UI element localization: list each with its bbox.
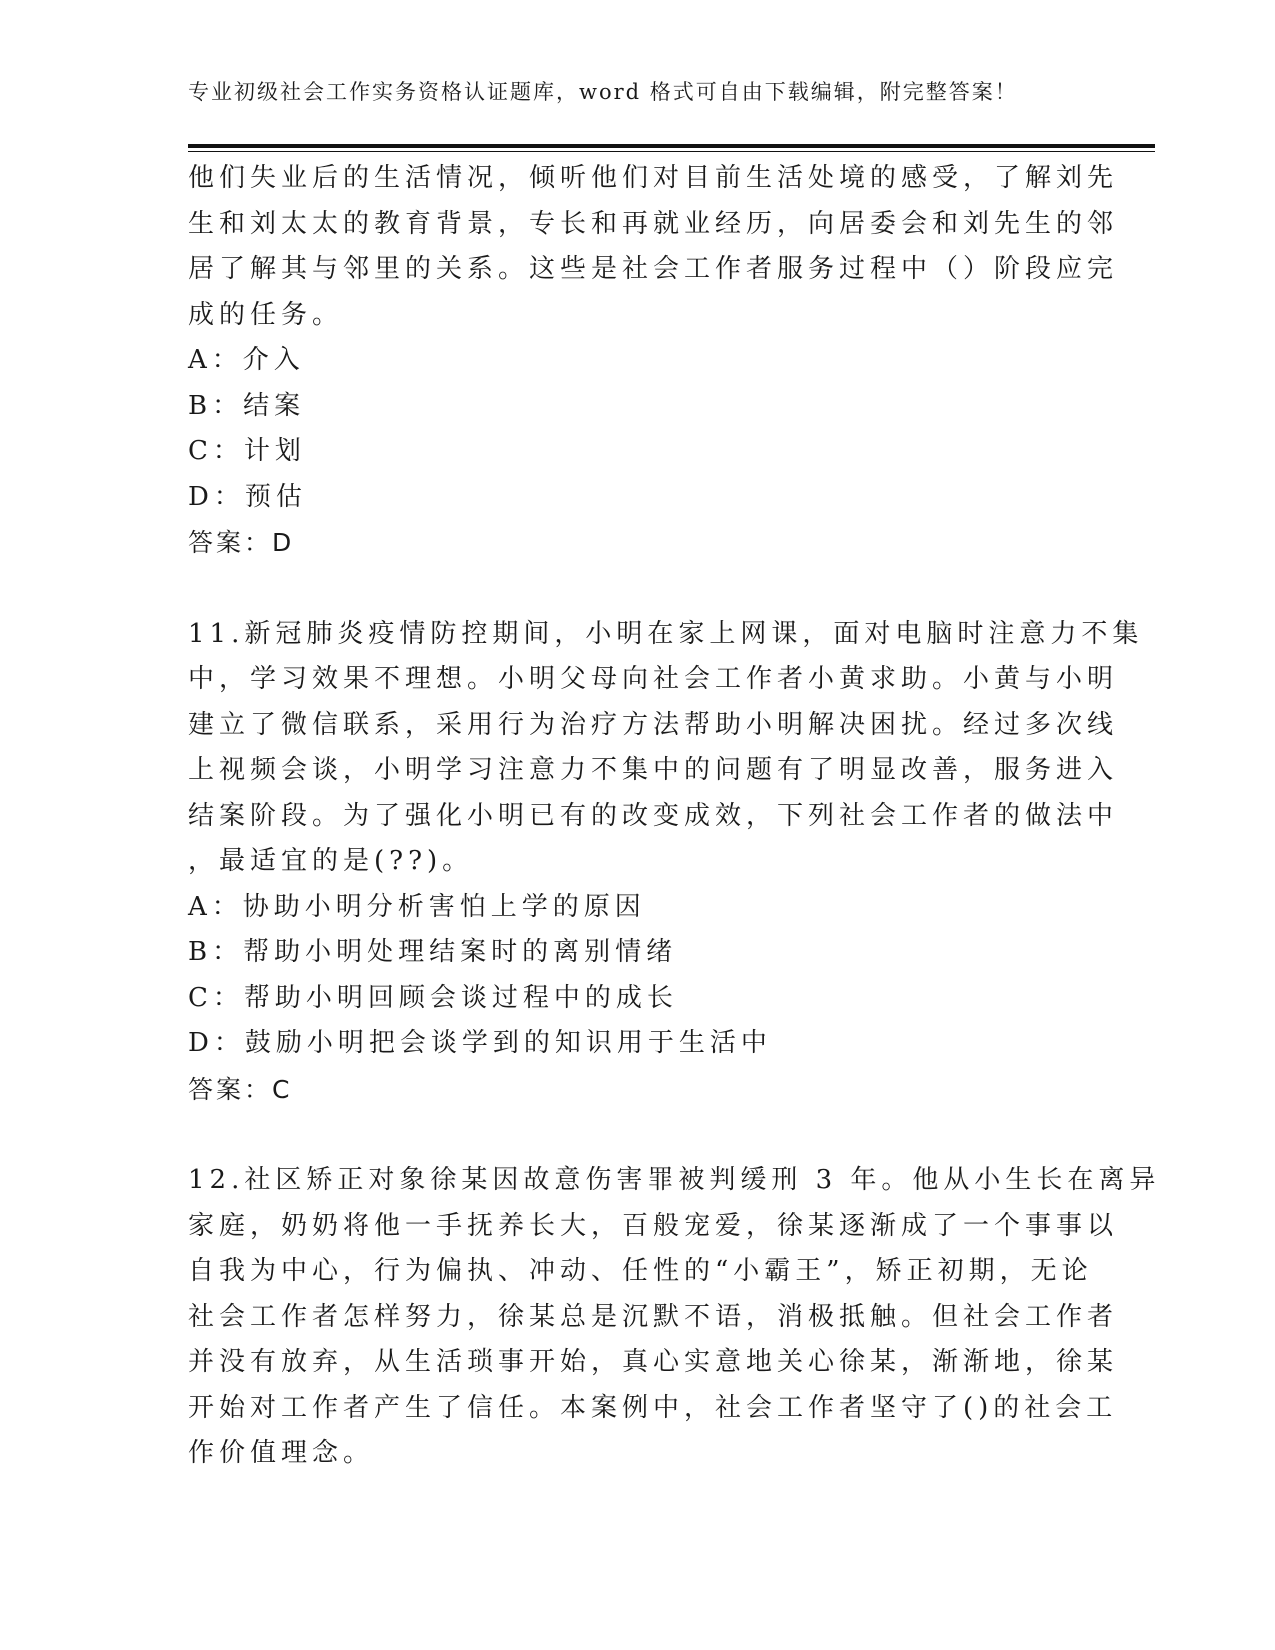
stem-line: 开始对工作者产生了信任。本案例中，社会工作者坚守了()的社会工	[188, 1392, 1118, 1423]
stem-line: 结案阶段。为了强化小明已有的改变成效，下列社会工作者的做法中	[188, 800, 1119, 831]
stem-line: 上视频会谈，小明学习注意力不集中的问题有了明显改善，服务进入	[188, 755, 1119, 785]
stem-line: 居了解其与邻里的关系。这些是社会工作者服务过程中（）阶段应完	[188, 254, 1119, 284]
stem-line: 家庭，奶奶将他一手抚养长大，百般宠爱，徐某逐渐成了一个事事以	[188, 1210, 1119, 1241]
stem-line: 生和刘太太的教育背景，专长和再就业经历，向居委会和刘先生的邻	[188, 208, 1119, 239]
option-a: A：协助小明分析害怕上学的原因	[188, 891, 646, 922]
option-b: B：结案	[188, 390, 306, 421]
stem-line: 中，学习效果不理想。小明父母向社会工作者小黄求助。小黄与小明	[188, 664, 1119, 694]
stem-line: ，最适宜的是(??)。	[188, 846, 474, 876]
stem-line: 自我为中心，行为偏执、冲动、任性的“小霸王”，矫正初期，无论	[188, 1256, 1093, 1286]
stem-line: 并没有放弃，从生活琐事开始，真心实意地关心徐某，渐渐地，徐某	[188, 1347, 1119, 1377]
stem-line: 11.新冠肺炎疫情防控期间，小明在家上网课，面对电脑时注意力不集	[188, 618, 1144, 649]
option-d: D：预估	[188, 481, 307, 512]
option-c: C：计划	[188, 436, 306, 466]
option-c: C：帮助小明回顾会谈过程中的成长	[188, 982, 678, 1013]
question-content	[188, 156, 1161, 1477]
question-stem	[188, 156, 1119, 338]
option-b: B：帮助小明处理结案时的离别情绪	[188, 937, 678, 967]
stem-line: 建立了微信联系，采用行为治疗方法帮助小明解决困扰。经过多次线	[188, 709, 1119, 740]
header-rule	[188, 144, 1155, 148]
stem-line: 成的任务。	[188, 299, 344, 330]
stem-line: 社会工作者怎样努力，徐某总是沉默不语，消极抵触。但社会工作者	[188, 1301, 1119, 1332]
header-rule-thin	[188, 151, 1155, 152]
stem-line: 他们失业后的生活情况，倾听他们对目前生活处境的感受，了解刘先	[188, 163, 1119, 193]
question-stem	[188, 1158, 1161, 1477]
answer-line: 答案：D	[188, 528, 295, 557]
stem-line: 12.社区矫正对象徐某因故意伤害罪被判缓刑 3 年。他从小生长在离异	[188, 1165, 1161, 1195]
page-header: 专业初级社会工作实务资格认证题库，word 格式可自由下载编辑，附完整答案！	[188, 80, 1018, 104]
question-stem	[188, 612, 1144, 885]
option-a: A：介入	[188, 345, 305, 375]
answer-line: 答案：C	[188, 1074, 293, 1104]
stem-line: 作价值理念。	[188, 1438, 375, 1468]
question-12	[188, 1158, 1161, 1477]
question-10	[188, 156, 1119, 566]
question-11	[188, 612, 1144, 1113]
option-d: D：鼓励小明把会谈学到的知识用于生活中	[188, 1028, 772, 1058]
